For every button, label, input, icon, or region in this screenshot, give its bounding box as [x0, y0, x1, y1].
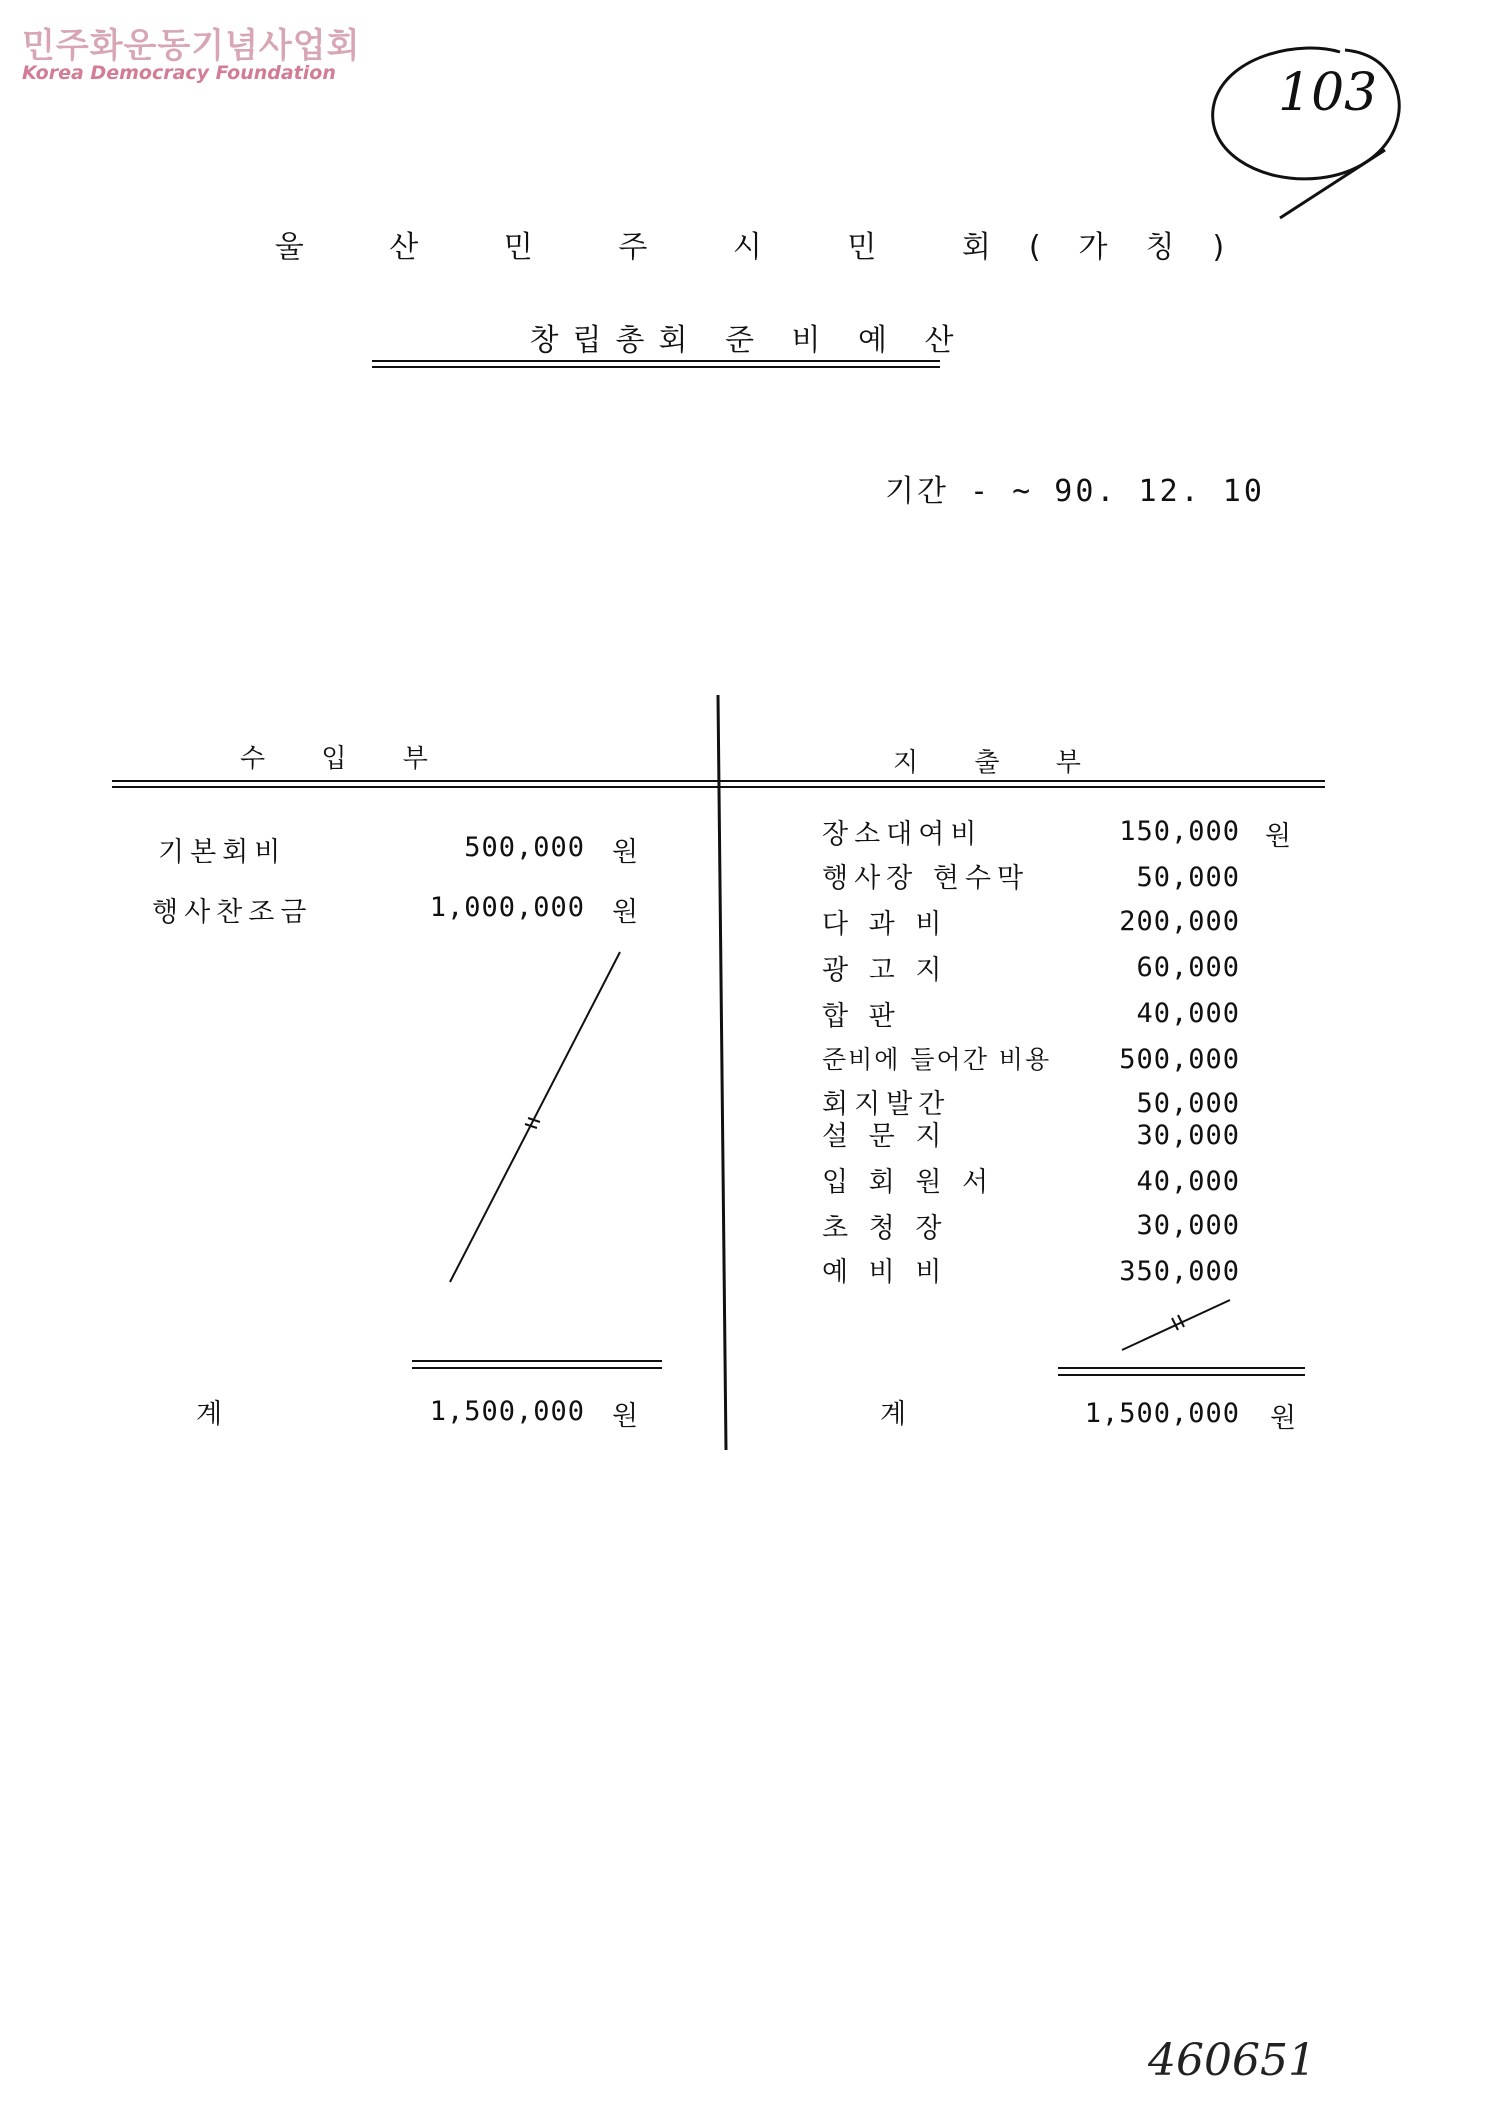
expense-item-amount: 50,000	[1136, 862, 1240, 893]
expense-total-unit: 원	[1270, 1403, 1297, 1434]
expense-item-amount: 40,000	[1136, 1166, 1240, 1197]
expense-item-label: 회지발간	[822, 1089, 951, 1120]
expense-item-label: 장소대여비	[822, 819, 983, 850]
watermark-korean: 민주화운동기념사업회	[22, 26, 361, 66]
expense-item-amount: 150,000	[1119, 816, 1240, 847]
document-subtitle: 창립총회 준 비 예 산	[529, 323, 968, 358]
document-title: 울 산 민 주 시 민 회(가칭)	[274, 230, 1263, 265]
income-total-label: 계	[196, 1399, 229, 1430]
expense-item-amount: 40,000	[1136, 998, 1240, 1029]
income-item-label: 기본회비	[158, 837, 287, 868]
income-item-label: 행사찬조금	[152, 897, 313, 928]
expense-item-label: 합 판	[822, 1001, 901, 1032]
expense-item-amount: 350,000	[1119, 1256, 1240, 1287]
expense-item-amount: 50,000	[1136, 1088, 1240, 1119]
income-total-unit: 원	[612, 1401, 639, 1432]
expense-item-label: 초 청 장	[822, 1213, 948, 1244]
expense-item-amount: 30,000	[1136, 1120, 1240, 1151]
expense-item-label: 입 회 원 서	[822, 1167, 995, 1198]
income-total-amount: 1,500,000	[429, 1396, 585, 1427]
expense-item-amount: 500,000	[1119, 1044, 1240, 1075]
expense-item-label: 광 고 지	[822, 955, 948, 986]
expense-item-label: 예 비 비	[822, 1257, 948, 1288]
expense-header: 지 출 부	[893, 748, 1105, 778]
income-header: 수 입 부	[240, 744, 452, 774]
budget-period: 기간 - ~ 90. 12. 10	[885, 474, 1265, 509]
stamp-circle	[1213, 48, 1400, 218]
income-item-amount: 1,000,000	[429, 892, 585, 923]
income-item-unit: 원	[612, 837, 639, 868]
income-item-unit: 원	[612, 897, 639, 928]
expense-item-label: 다 과 비	[822, 909, 948, 940]
expense-total-amount: 1,500,000	[1084, 1398, 1240, 1429]
stamp-number: 103	[1278, 63, 1378, 123]
expense-item-unit: 원	[1265, 821, 1292, 852]
expense-item-label: 설 문 지	[822, 1121, 948, 1152]
watermark-english: Korea Democracy Foundation	[22, 62, 336, 84]
expense-item-amount: 60,000	[1136, 952, 1240, 983]
archive-number: 460651	[1148, 2035, 1316, 2086]
expense-total-label: 계	[880, 1399, 913, 1430]
income-item-amount: 500,000	[464, 832, 585, 863]
expense-item-amount: 30,000	[1136, 1210, 1240, 1241]
expense-item-label: 행사장 현수막	[822, 863, 1030, 894]
expense-item-amount: 200,000	[1119, 906, 1240, 937]
expense-item-label: 준비에 들어간 비용	[822, 1045, 1052, 1074]
